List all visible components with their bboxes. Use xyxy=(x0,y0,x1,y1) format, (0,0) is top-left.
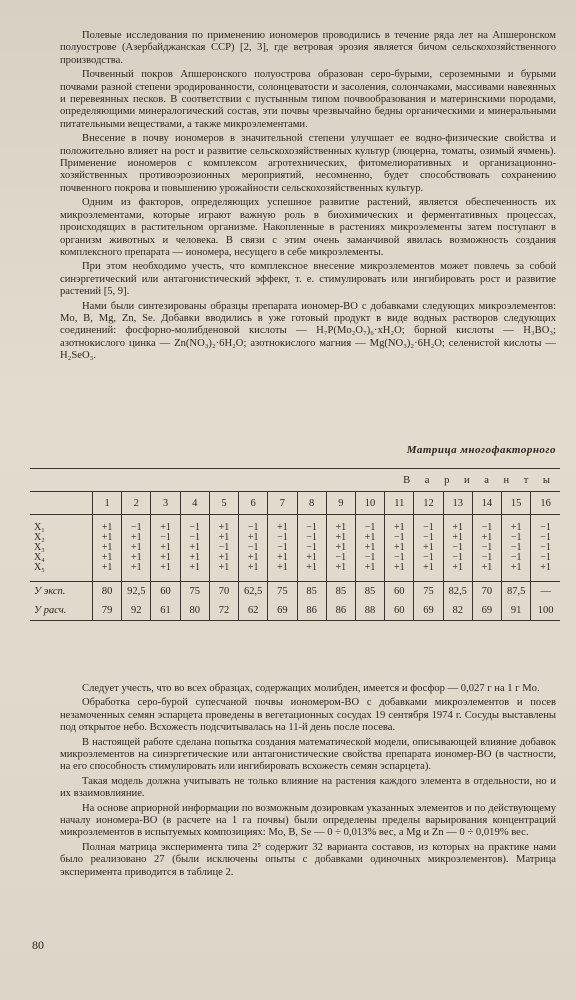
factor-cell: −1 xyxy=(385,533,414,543)
spacer-cell xyxy=(122,573,151,582)
factor-cell: −1 xyxy=(443,553,472,563)
y-exp-cell: — xyxy=(531,582,560,602)
factor-cell: +1 xyxy=(180,543,209,553)
factor-cell: −1 xyxy=(531,523,560,533)
factor-cell: −1 xyxy=(151,533,180,543)
column-number: 2 xyxy=(122,492,151,515)
factor-cell: +1 xyxy=(209,553,238,563)
y-calc-cell: 62 xyxy=(239,601,268,621)
factor-cell: −1 xyxy=(502,553,531,563)
factor-cell: +1 xyxy=(297,563,326,573)
factor-cell: +1 xyxy=(180,553,209,563)
factor-cell: +1 xyxy=(151,553,180,563)
spacer-cell xyxy=(151,573,180,582)
factor-cell: +1 xyxy=(92,563,121,573)
factor-cell: −1 xyxy=(414,533,443,543)
factor-cell: −1 xyxy=(502,543,531,553)
factor-cell: +1 xyxy=(180,563,209,573)
factor-cell: +1 xyxy=(151,563,180,573)
factor-cell: −1 xyxy=(472,553,501,563)
y-calc-cell: 79 xyxy=(92,601,121,621)
column-number: 10 xyxy=(355,492,384,515)
paragraph: Нами были синтезированы образцы препарата иономер-ВО с добавками следующих микроэлементов: Mo, B, Mg, Zn, Se. Добавки вводились в уже готовый продукт в виде водных растворов следующих соединений: фосфорно-молибденовой кислоты — H₇P(Mo₂O₇)₆·xH₂O; борной кислоты — H₃BO₃; азотнокислого цинка — Zn(NO₃)₂·6H₂O; азотнокислого магния — Mg(NO₃)₂·6H₂O; селенистой кислоты — H₂SeO₃. xyxy=(60,300,556,362)
factor-cell: +1 xyxy=(92,553,121,563)
y-exp-cell: 75 xyxy=(414,582,443,602)
y-exp-cell: 92,5 xyxy=(122,582,151,602)
y-exp-row xyxy=(30,582,560,602)
spacer-cell xyxy=(355,573,384,582)
factor-cell: +1 xyxy=(355,533,384,543)
spacer-cell xyxy=(443,573,472,582)
column-number: 8 xyxy=(297,492,326,515)
y-exp-cell: 62,5 xyxy=(239,582,268,602)
spacer-cell xyxy=(414,573,443,582)
factor-cell: −1 xyxy=(180,523,209,533)
y-exp-cell: 87,5 xyxy=(502,582,531,602)
factor-cell: −1 xyxy=(297,543,326,553)
y-exp-cell: 70 xyxy=(472,582,501,602)
factor-cell: +1 xyxy=(385,563,414,573)
factor-cell: +1 xyxy=(326,543,355,553)
factor-cell: +1 xyxy=(268,523,297,533)
factor-label: X₅ xyxy=(34,562,45,573)
factor-label: X₄ xyxy=(34,552,45,563)
column-number: 7 xyxy=(268,492,297,515)
factor-cell: +1 xyxy=(355,563,384,573)
y-exp-cell: 80 xyxy=(92,582,121,602)
variants-header-row xyxy=(30,469,560,492)
factor-cell: +1 xyxy=(443,533,472,543)
paragraph: Такая модель должна учитывать не только влияние на растения каждого элемента в отдельности, но и их взаимовлияние. xyxy=(60,775,556,800)
column-number: 15 xyxy=(502,492,531,515)
factor-cell: +1 xyxy=(122,533,151,543)
factor-cell: +1 xyxy=(209,533,238,543)
factor-cell: +1 xyxy=(151,543,180,553)
factor-cell: −1 xyxy=(268,533,297,543)
factor-cell: +1 xyxy=(92,523,121,533)
y-calc-cell: 72 xyxy=(209,601,238,621)
table-caption: Матрица многофакторного xyxy=(406,444,556,456)
column-number: 5 xyxy=(209,492,238,515)
factor-cell: +1 xyxy=(268,563,297,573)
y-calc-cell: 69 xyxy=(414,601,443,621)
paragraph: Полная матрица эксперимента типа 2⁵ содержит 32 варианта составов, из которых на практике нами было реализовано 27 (были исключены опыты с добавками одиночных микроэлементов). Матрица эксперимента приводится в таблице 2. xyxy=(60,841,556,878)
factor-label: X₃ xyxy=(34,542,45,553)
factor-cell: +1 xyxy=(92,533,121,543)
factor-cell: −1 xyxy=(531,533,560,543)
factor-cell: +1 xyxy=(268,553,297,563)
y-calc-cell: 69 xyxy=(472,601,501,621)
factor-cell: −1 xyxy=(297,523,326,533)
spacer-cell xyxy=(268,573,297,582)
y-exp-cell: 75 xyxy=(180,582,209,602)
factor-cell: +1 xyxy=(385,523,414,533)
factor-cell: +1 xyxy=(239,553,268,563)
y-calc-cell: 88 xyxy=(355,601,384,621)
y-calc-cell: 86 xyxy=(297,601,326,621)
factor-cell: −1 xyxy=(297,533,326,543)
y-calc-cell: 86 xyxy=(326,601,355,621)
paragraph: Внесение в почву иономеров в значительной степени улучшает ее водно-физические свойства и положительно влияет на рост и развитие сельскохозяйственных культур (люцерна, томаты, озимый ячмень). Применение иономеров с комплексом агротехнических, фитомелиоративных и организационно-хозяйственных противоэрозионных мероприятий, несомненно, будет способствовать сохранению почвенного покрова и повышению урожайности сельскохозяйственных культур. xyxy=(60,133,556,194)
factor-cell: +1 xyxy=(209,523,238,533)
factor-cell: +1 xyxy=(443,523,472,533)
paragraph: Почвенный покров Апшеронского полуострова образован серо-бурыми, сероземными и бурыми почвами разной степени эродированности, солонцеватости и засоления, солончаками, массивами навеянных и перевеянных песков. В соответствии с пустынным типом почвообразования и материнскими породами, определяющими минералогический состав, эти почвы чрезвычайно бедны органическими и минеральными питательными веществами, а также микроэлементами. xyxy=(60,69,556,130)
y-exp-cell: 82,5 xyxy=(443,582,472,602)
y-exp-cell: 85 xyxy=(297,582,326,602)
y-exp-cell: 60 xyxy=(151,582,180,602)
factor-cell: +1 xyxy=(414,563,443,573)
factor-cell: +1 xyxy=(122,553,151,563)
paragraph: Одним из факторов, определяющих успешное развитие растений, является обеспеченность их микроэлементами, которые играют важную роль в биохимических и ферментативных процессах, происходящих в растительном организме. Накопленные в растениях микроэлементы затем поступают в организм животных и человека. В связи с этим очень заманчивой явилась возможность создания комплексного препарата — иономера, несущего в себе микроэлементы. xyxy=(60,197,556,258)
factor-label: X₂ xyxy=(34,532,45,543)
factor-cell: −1 xyxy=(531,553,560,563)
factor-cell: +1 xyxy=(326,533,355,543)
paragraph: При этом необходимо учесть, что комплексное внесение микроэлементов может повлечь за собой синэргетический или антагонистический эффект, т. е. стимулировать или ингибировать рост и развитие растений [5, 9]. xyxy=(60,261,556,298)
y-calc-cell: 69 xyxy=(268,601,297,621)
column-number: 12 xyxy=(414,492,443,515)
factor-cell: +1 xyxy=(443,563,472,573)
spacer-cell xyxy=(92,573,121,582)
factor-cell: −1 xyxy=(239,523,268,533)
header-empty-cell xyxy=(30,492,92,515)
y-exp-label: У эксп. xyxy=(30,582,92,602)
paragraph: Полевые исследования по применению иономеров проводились в течение ряда лет на Апшеронском полуострове (Азербайджанская ССР) [2, 3], где ветровая эрозия является бичом сельскохозяйственного производства. xyxy=(60,30,556,66)
factor-cell: −1 xyxy=(531,543,560,553)
y-exp-cell: 75 xyxy=(268,582,297,602)
column-number: 6 xyxy=(239,492,268,515)
factor-cell: −1 xyxy=(414,523,443,533)
column-number: 16 xyxy=(531,492,560,515)
factor-cell: −1 xyxy=(355,523,384,533)
spacer-cell xyxy=(385,573,414,582)
factor-cell: −1 xyxy=(472,543,501,553)
factor-cell: −1 xyxy=(180,533,209,543)
bottom-rule-row xyxy=(30,621,560,622)
body-text-top xyxy=(60,30,556,365)
factor-cell: −1 xyxy=(326,553,355,563)
factor-cell: −1 xyxy=(209,543,238,553)
y-calc-cell: 91 xyxy=(502,601,531,621)
factor-row xyxy=(30,563,560,573)
factor-cell: +1 xyxy=(297,553,326,563)
paragraph: В настоящей работе сделана попытка создания математической модели, описывающей влияние добавок микроэлементов на синэргетические или антагонистические свойства препарата иономер-ВО (в частности, на его способность стимулировать или ингибировать всхожесть семян эспарцета). xyxy=(60,736,556,773)
y-calc-cell: 92 xyxy=(122,601,151,621)
factor-cell: +1 xyxy=(122,543,151,553)
spacer-cell xyxy=(531,573,560,582)
spacer-cell xyxy=(326,573,355,582)
column-number: 4 xyxy=(180,492,209,515)
column-number: 9 xyxy=(326,492,355,515)
factor-cell: −1 xyxy=(502,533,531,543)
spacer-row xyxy=(30,573,560,582)
column-numbers-row xyxy=(30,492,560,515)
factor-label: X₁ xyxy=(34,522,45,533)
y-calc-cell: 60 xyxy=(385,601,414,621)
factor-cell: +1 xyxy=(92,543,121,553)
spacer-cell xyxy=(180,573,209,582)
y-exp-cell: 60 xyxy=(385,582,414,602)
y-exp-cell: 85 xyxy=(326,582,355,602)
spacer-cell xyxy=(239,573,268,582)
spacer-cell xyxy=(209,573,238,582)
column-number: 1 xyxy=(92,492,121,515)
column-number: 3 xyxy=(151,492,180,515)
y-exp-cell: 85 xyxy=(355,582,384,602)
experiment-matrix-table xyxy=(30,468,560,621)
spacer-cell xyxy=(502,573,531,582)
y-calc-cell: 61 xyxy=(151,601,180,621)
body-text-bottom xyxy=(60,683,556,881)
factor-cell: −1 xyxy=(472,523,501,533)
y-calc-row xyxy=(30,601,560,621)
factor-cell: +1 xyxy=(472,563,501,573)
matrix-table-wrap xyxy=(30,468,560,621)
spacer-cell xyxy=(30,573,92,582)
paragraph: Обработка серо-бурой супесчаной почвы иономером-ВО с добавками микроэлементов и посев незамоченных семян эспарцета проведены в вегетационных сосудах 19 сентября 1974 г. Сосуды выставлены под открытое небо. Всхожесть подсчитывалась на 11-й день после посева. xyxy=(60,697,556,734)
factor-cell: −1 xyxy=(268,543,297,553)
factor-cell: −1 xyxy=(122,523,151,533)
factor-cell: +1 xyxy=(472,533,501,543)
y-calc-cell: 82 xyxy=(443,601,472,621)
column-number: 14 xyxy=(472,492,501,515)
factor-cell: +1 xyxy=(355,543,384,553)
factor-cell: +1 xyxy=(502,523,531,533)
bottom-rule-cell xyxy=(30,621,560,622)
factor-cell: −1 xyxy=(443,543,472,553)
spacer-cell xyxy=(297,573,326,582)
factor-cell: −1 xyxy=(355,553,384,563)
factor-cell: +1 xyxy=(502,563,531,573)
y-calc-label: У расч. xyxy=(34,605,67,616)
y-calc-cell: 80 xyxy=(180,601,209,621)
page-number: 80 xyxy=(32,938,44,952)
factor-cell: +1 xyxy=(209,563,238,573)
header-empty-cell xyxy=(30,469,92,492)
y-calc-cell: 100 xyxy=(531,601,560,621)
column-number: 13 xyxy=(443,492,472,515)
factor-cell: +1 xyxy=(151,523,180,533)
factor-cell: +1 xyxy=(531,563,560,573)
column-number: 11 xyxy=(385,492,414,515)
factor-cell: −1 xyxy=(239,543,268,553)
variants-label: В а р и а н т ы xyxy=(92,469,560,492)
factor-cell: +1 xyxy=(414,543,443,553)
paragraph: На основе априорной информации по возможным дозировкам указанных элементов и по действующему началу иономера-ВО (в расчете на 1 га почвы) были определены пределы варьирования концентраций микроэлементов в испытуемых композициях: Mo, B, Se — 0 ÷ 0,013% вес, а Mg и Zn — 0 ÷ 0,019% вес. xyxy=(60,802,556,839)
factor-cell: −1 xyxy=(414,553,443,563)
y-exp-cell: 70 xyxy=(209,582,238,602)
factor-cell: +1 xyxy=(385,543,414,553)
factor-cell: +1 xyxy=(239,533,268,543)
factor-cell: +1 xyxy=(239,563,268,573)
spacer-cell xyxy=(472,573,501,582)
factor-cell: +1 xyxy=(326,523,355,533)
paragraph: Следует учесть, что во всех образцах, содержащих молибден, имеется и фосфор — 0,027 г на 1 г Mo. xyxy=(82,683,540,694)
factor-cell: +1 xyxy=(326,563,355,573)
factor-cell: +1 xyxy=(122,563,151,573)
factor-cell: −1 xyxy=(385,553,414,563)
